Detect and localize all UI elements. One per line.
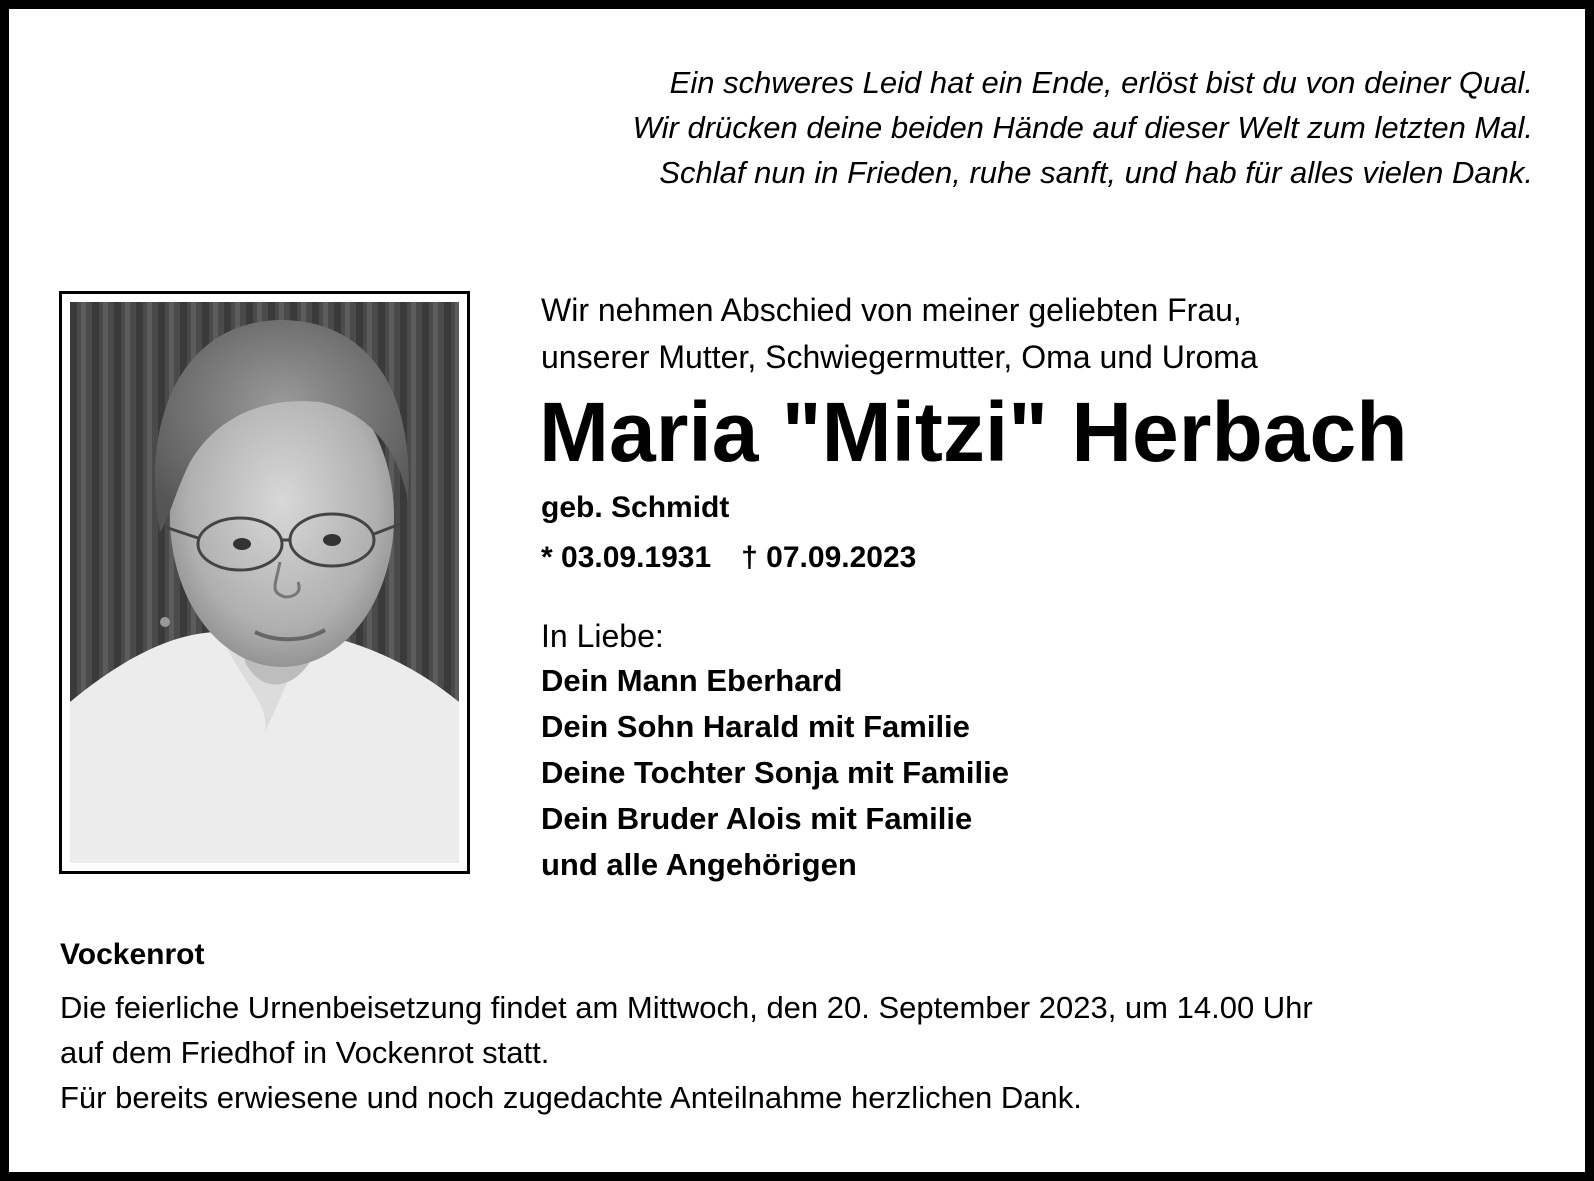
life-dates [541, 538, 916, 578]
deceased-name: Maria "Mitzi" Herbach [539, 385, 1408, 479]
notice-line: auf dem Friedhof in Vockenrot statt. [60, 1035, 550, 1070]
mourner-item: und alle Angehörigen [541, 847, 857, 882]
verse-line: Ein schweres Leid hat ein Ende, erlöst bist du von deiner Qual. [669, 65, 1533, 100]
farewell-intro [541, 287, 1258, 381]
funeral-place: Vockenrot [60, 938, 205, 971]
funeral-notice [60, 985, 1313, 1120]
mourner-item: Dein Sohn Harald mit Familie [541, 709, 970, 744]
intro-line: Wir nehmen Abschied von meiner geliebten Frau, [541, 292, 1242, 328]
mourner-item: Dein Mann Eberhard [541, 663, 843, 698]
notice-line: Die feierliche Urnenbeisetzung findet am Mittwoch, den 20. September 2023, um 14.00 Uhr [60, 990, 1313, 1025]
mourners-list [541, 658, 1009, 888]
mourner-item: Dein Bruder Alois mit Familie [541, 801, 973, 836]
portrait-photo [70, 302, 459, 863]
portrait-frame [59, 291, 470, 874]
verse-line: Wir drücken deine beiden Hände auf dieser Welt zum letzten Mal. [632, 110, 1533, 145]
death-date: † 07.09.2023 [741, 541, 917, 574]
mourners-label: In Liebe: [541, 618, 664, 654]
maiden-name: geb. Schmidt [541, 491, 730, 524]
memorial-verse [433, 60, 1533, 195]
intro-line: unserer Mutter, Schwiegermutter, Oma und Uroma [541, 339, 1258, 375]
mourner-item: Deine Tochter Sonja mit Familie [541, 755, 1009, 790]
birth-date: * 03.09.1931 [541, 541, 712, 574]
verse-line: Schlaf nun in Frieden, ruhe sanft, und hab für alles vielen Dank. [659, 155, 1533, 190]
notice-line: Für bereits erwiesene und noch zugedachte Anteilnahme herzlichen Dank. [60, 1080, 1082, 1115]
portrait-photo-graphic [70, 302, 459, 863]
